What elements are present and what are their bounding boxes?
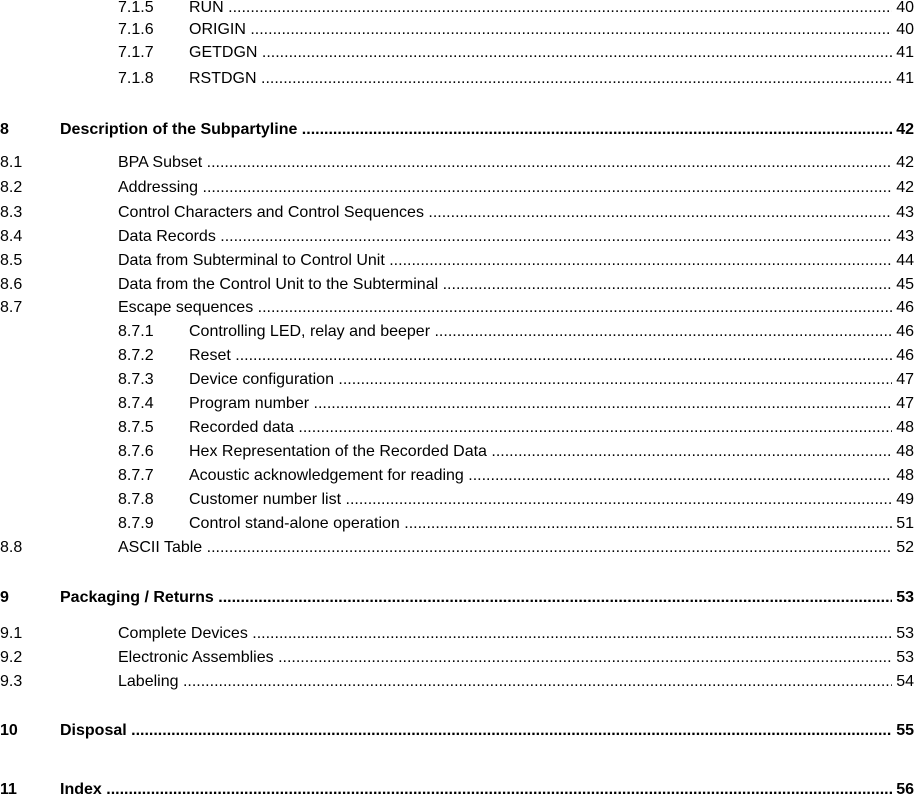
toc-entry-9-1[interactable] bbox=[0, 624, 914, 644]
toc-page: 42 bbox=[896, 179, 914, 196]
toc-entry-7-1-6[interactable] bbox=[0, 20, 914, 40]
toc-number: 7.1.6 bbox=[118, 21, 154, 38]
toc-page: 40 bbox=[896, 21, 914, 38]
toc-page: 52 bbox=[896, 539, 914, 556]
toc-entry-8-7-6[interactable] bbox=[0, 442, 914, 462]
toc-page: 46 bbox=[896, 323, 914, 340]
toc-number: 8.8 bbox=[0, 539, 23, 556]
toc-title: Customer number list ..... bbox=[189, 490, 892, 510]
toc-title: BPA Subset ..... bbox=[118, 153, 892, 173]
toc-page: 43 bbox=[896, 228, 914, 245]
toc-number: 9.2 bbox=[0, 649, 23, 666]
toc-entry-8-3[interactable] bbox=[0, 203, 914, 223]
toc-number: 8.7.7 bbox=[118, 467, 154, 484]
toc-title: Acoustic acknowledgement for reading ..... bbox=[189, 466, 892, 486]
toc-number: 8.2 bbox=[0, 179, 23, 196]
toc-entry-9[interactable] bbox=[0, 588, 914, 608]
toc-entry-10[interactable] bbox=[0, 721, 914, 741]
toc-title: Controlling LED, relay and beeper ..... bbox=[189, 322, 892, 342]
toc-entry-8-7-5[interactable] bbox=[0, 418, 914, 438]
toc-entry-7-1-7[interactable] bbox=[0, 43, 914, 63]
toc-page: 53 bbox=[896, 649, 914, 666]
toc-page: 56 bbox=[896, 781, 914, 798]
toc-page: 48 bbox=[896, 443, 914, 460]
toc-title: Control Characters and Control Sequences ..... bbox=[118, 203, 892, 223]
toc-page: 49 bbox=[896, 491, 914, 508]
toc-number: 8.7.4 bbox=[118, 395, 154, 412]
toc-number: 8.4 bbox=[0, 228, 23, 245]
toc-entry-8-7-1[interactable] bbox=[0, 322, 914, 342]
toc-entry-9-2[interactable] bbox=[0, 648, 914, 668]
toc-page: 55 bbox=[896, 722, 914, 739]
toc-page: 47 bbox=[896, 371, 914, 388]
toc-title: Control stand-alone operation ..... bbox=[189, 514, 892, 534]
toc-number: 8.5 bbox=[0, 252, 23, 269]
toc-title: Addressing ..... bbox=[118, 178, 892, 198]
toc-entry-8-7[interactable] bbox=[0, 298, 914, 318]
toc-number: 7.1.7 bbox=[118, 44, 154, 61]
toc-title: RUN ..... bbox=[189, 0, 892, 18]
toc-title: Data from the Control Unit to the Subterminal ..... bbox=[118, 275, 892, 295]
toc-page: 41 bbox=[896, 70, 914, 87]
toc-number: 10 bbox=[0, 722, 18, 739]
toc-page: 43 bbox=[896, 204, 914, 221]
toc-number: 8.6 bbox=[0, 276, 23, 293]
toc-page: 46 bbox=[896, 299, 914, 316]
toc-entry-7-1-5[interactable] bbox=[0, 0, 914, 18]
toc-title: Data from Subterminal to Control Unit ..... bbox=[118, 251, 892, 271]
toc-number: 11 bbox=[0, 781, 17, 798]
toc-page: 45 bbox=[896, 276, 914, 293]
toc-number: 8 bbox=[0, 121, 9, 138]
toc-page: 54 bbox=[896, 673, 914, 690]
toc-entry-8-7-4[interactable] bbox=[0, 394, 914, 414]
toc-entry-8-7-8[interactable] bbox=[0, 490, 914, 510]
toc-title: Data Records ..... bbox=[118, 227, 892, 247]
toc-title: GETDGN ..... bbox=[189, 43, 892, 63]
toc-title: Electronic Assemblies ..... bbox=[118, 648, 892, 668]
toc-number: 8.7.5 bbox=[118, 419, 154, 436]
toc-page: 53 bbox=[896, 625, 914, 642]
toc-page: 40 bbox=[896, 0, 914, 16]
toc-title: ASCII Table ..... bbox=[118, 538, 892, 558]
toc-number: 8.7.2 bbox=[118, 347, 154, 364]
toc-title: Description of the Subpartyline ..... bbox=[60, 120, 892, 140]
toc-page: 48 bbox=[896, 419, 914, 436]
toc-title: ORIGIN ..... bbox=[189, 20, 892, 40]
toc-page: 41 bbox=[896, 44, 914, 61]
toc-page: 44 bbox=[896, 252, 914, 269]
toc-title: Packaging / Returns ..... bbox=[60, 588, 892, 608]
toc-entry-8-2[interactable] bbox=[0, 178, 914, 198]
toc-entry-8-6[interactable] bbox=[0, 275, 914, 295]
toc-title: Hex Representation of the Recorded Data ..... bbox=[189, 442, 892, 462]
toc-entry-9-3[interactable] bbox=[0, 672, 914, 692]
toc-title: Program number ..... bbox=[189, 394, 892, 414]
toc-page: 47 bbox=[896, 395, 914, 412]
toc-number: 9.3 bbox=[0, 673, 23, 690]
toc-number: 8.7.1 bbox=[118, 323, 154, 340]
toc-page: 53 bbox=[896, 589, 914, 606]
toc-number: 8.7 bbox=[0, 299, 23, 316]
toc-entry-8-7-9[interactable] bbox=[0, 514, 914, 534]
toc-title: Disposal ..... bbox=[60, 721, 892, 741]
toc-title: Complete Devices ..... bbox=[118, 624, 892, 644]
toc-number: 9 bbox=[0, 589, 9, 606]
toc-number: 8.7.6 bbox=[118, 443, 154, 460]
toc-title: Recorded data ..... bbox=[189, 418, 892, 438]
toc-page: 42 bbox=[896, 121, 914, 138]
toc-page: 48 bbox=[896, 467, 914, 484]
toc-entry-8-7-7[interactable] bbox=[0, 466, 914, 486]
toc-number: 8.7.3 bbox=[118, 371, 154, 388]
toc-number: 8.3 bbox=[0, 204, 23, 221]
toc-number: 8.7.9 bbox=[118, 515, 154, 532]
toc-entry-8-7-3[interactable] bbox=[0, 370, 914, 390]
toc-entry-7-1-8[interactable] bbox=[0, 69, 914, 89]
toc-entry-8-4[interactable] bbox=[0, 227, 914, 247]
toc-entry-11[interactable] bbox=[0, 780, 914, 800]
toc-title: Device configuration ..... bbox=[189, 370, 892, 390]
toc-page: 42 bbox=[896, 154, 914, 171]
toc-number: 9.1 bbox=[0, 625, 23, 642]
toc-entry-8[interactable] bbox=[0, 120, 914, 140]
toc-number: 8.7.8 bbox=[118, 491, 154, 508]
toc-title: RSTDGN ..... bbox=[189, 69, 892, 89]
toc-title: Reset ..... bbox=[189, 346, 892, 366]
toc-entry-8-5[interactable] bbox=[0, 251, 914, 271]
toc-page: 46 bbox=[896, 347, 914, 364]
toc-number: 8.1 bbox=[0, 154, 23, 171]
toc-title: Escape sequences ..... bbox=[118, 298, 892, 318]
toc-title: Index ..... bbox=[60, 780, 892, 800]
toc-entry-8-1[interactable] bbox=[0, 153, 914, 173]
toc-entry-8-7-2[interactable] bbox=[0, 346, 914, 366]
toc-number: 7.1.5 bbox=[118, 0, 154, 16]
toc-title: Labeling ..... bbox=[118, 672, 892, 692]
toc-page: 51 bbox=[896, 515, 914, 532]
toc-number: 7.1.8 bbox=[118, 70, 154, 87]
toc-entry-8-8[interactable] bbox=[0, 538, 914, 558]
